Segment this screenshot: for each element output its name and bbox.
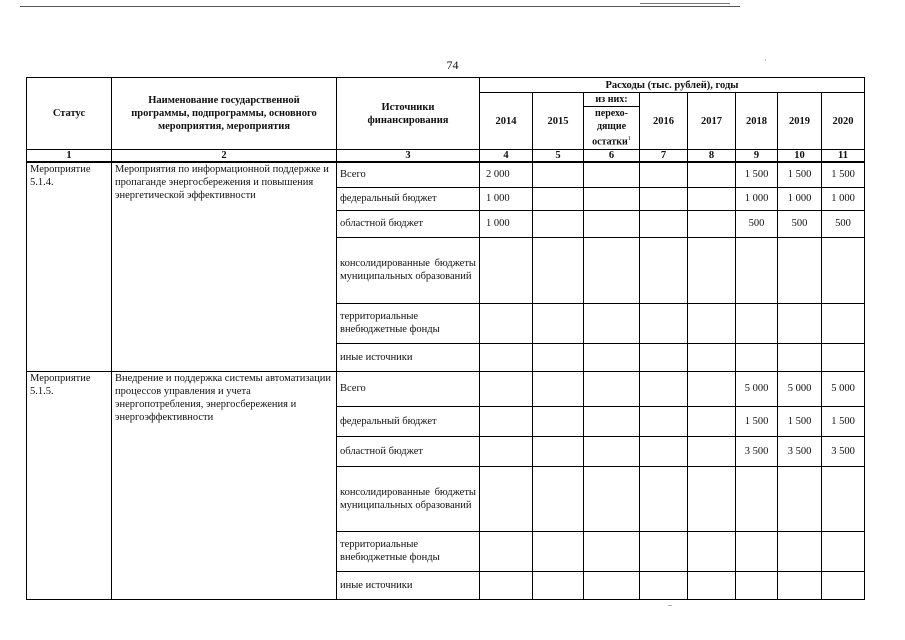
header-name: Наименование государственной программы, подпрограммы, основного мероприятия, мероприятия [112, 78, 337, 150]
amount-cell [480, 531, 533, 571]
amount-cell [584, 343, 640, 371]
amount-cell: 2 000 [480, 162, 533, 187]
amount-cell [533, 343, 584, 371]
amount-cell [533, 571, 584, 599]
amount-cell [822, 571, 865, 599]
amount-cell: 3 500 [736, 436, 778, 466]
amount-cell [584, 210, 640, 237]
amount-cell: 1 000 [778, 187, 822, 210]
amount-cell [533, 466, 584, 531]
column-number: 2 [112, 150, 337, 163]
amount-cell [640, 531, 688, 571]
amount-cell: 3 500 [778, 436, 822, 466]
amount-cell: 500 [736, 210, 778, 237]
amount-cell [688, 371, 736, 406]
header-of-which: из них: [584, 93, 639, 107]
amount-cell [688, 343, 736, 371]
amount-cell: 1 000 [480, 187, 533, 210]
amount-cell [688, 237, 736, 303]
amount-cell [688, 303, 736, 343]
header-year-2015: 2015 [533, 93, 584, 150]
amount-cell [640, 571, 688, 599]
funding-source-cell: областной бюджет [337, 210, 480, 237]
amount-cell [736, 343, 778, 371]
amount-cell [640, 187, 688, 210]
scan-speck: · [764, 56, 767, 65]
column-number: 6 [584, 150, 640, 163]
funding-source-cell: Всего [337, 371, 480, 406]
amount-cell [584, 371, 640, 406]
amount-cell: 5 000 [736, 371, 778, 406]
amount-cell [688, 406, 736, 436]
column-numbers-row [27, 150, 865, 163]
amount-cell [822, 237, 865, 303]
amount-cell [822, 343, 865, 371]
amount-cell [584, 187, 640, 210]
column-number: 3 [337, 150, 480, 163]
amount-cell: 1 000 [480, 210, 533, 237]
amount-cell [688, 436, 736, 466]
header-year-2014: 2014 [480, 93, 533, 150]
amount-cell [640, 237, 688, 303]
funding-source-cell: федеральный бюджет [337, 406, 480, 436]
amount-cell: 500 [778, 210, 822, 237]
column-number: 10 [778, 150, 822, 163]
amount-cell [736, 237, 778, 303]
amount-cell [778, 343, 822, 371]
funding-source-cell: областной бюджет [337, 436, 480, 466]
amount-cell [640, 162, 688, 187]
column-number: 9 [736, 150, 778, 163]
funding-source-cell: иные источники [337, 343, 480, 371]
amount-cell [480, 571, 533, 599]
amount-cell [736, 466, 778, 531]
budget-table [26, 77, 865, 600]
column-number: 11 [822, 150, 865, 163]
amount-cell: 1 000 [736, 187, 778, 210]
amount-cell [533, 187, 584, 210]
amount-cell [640, 436, 688, 466]
amount-cell [584, 406, 640, 436]
amount-cell [533, 406, 584, 436]
amount-cell: 5 000 [778, 371, 822, 406]
table-row [27, 371, 865, 406]
amount-cell [584, 466, 640, 531]
amount-cell [533, 303, 584, 343]
amount-cell [533, 436, 584, 466]
header-year-2017: 2017 [688, 93, 736, 150]
amount-cell [584, 303, 640, 343]
amount-cell [688, 466, 736, 531]
amount-cell [778, 466, 822, 531]
amount-cell [778, 531, 822, 571]
amount-cell [778, 571, 822, 599]
amount-cell: 3 500 [822, 436, 865, 466]
amount-cell [640, 210, 688, 237]
measure-name-cell: Мероприятия по информационной поддержке и пропаганде энергосбережения и повышения энергетической эффективности [112, 162, 337, 371]
top-scan-rule-secondary [640, 3, 730, 4]
funding-source-cell: консолидированные бюджеты муниципальных образований [337, 466, 480, 531]
amount-cell: 1 500 [736, 162, 778, 187]
amount-cell [736, 531, 778, 571]
table-body [27, 162, 865, 599]
amount-cell [480, 466, 533, 531]
amount-cell [584, 237, 640, 303]
column-number: 4 [480, 150, 533, 163]
amount-cell [480, 406, 533, 436]
table-row [27, 162, 865, 187]
column-number: 1 [27, 150, 112, 163]
header-year-2018: 2018 [736, 93, 778, 150]
amount-cell [480, 303, 533, 343]
amount-cell [688, 187, 736, 210]
top-scan-rule [20, 6, 740, 7]
amount-cell [822, 531, 865, 571]
amount-cell [533, 162, 584, 187]
amount-cell [822, 303, 865, 343]
page-number: 74 [446, 58, 459, 72]
amount-cell [584, 531, 640, 571]
amount-cell [480, 237, 533, 303]
status-cell: Мероприятие 5.1.4. [27, 162, 112, 371]
footnote-mark: 1 [627, 136, 631, 143]
amount-cell [736, 571, 778, 599]
header-status: Статус [27, 78, 112, 150]
amount-cell [688, 162, 736, 187]
column-number: 7 [640, 150, 688, 163]
amount-cell [533, 531, 584, 571]
amount-cell [480, 371, 533, 406]
funding-source-cell: федеральный бюджет [337, 187, 480, 210]
header-carryover-cell [584, 93, 640, 150]
amount-cell [584, 571, 640, 599]
amount-cell [640, 406, 688, 436]
scan-speck: – [668, 600, 672, 609]
amount-cell [480, 343, 533, 371]
amount-cell [640, 303, 688, 343]
amount-cell [533, 210, 584, 237]
header-year-2016: 2016 [640, 93, 688, 150]
header-carryover: перехо- дящие остатки [592, 108, 628, 148]
amount-cell: 1 500 [778, 162, 822, 187]
amount-cell [778, 303, 822, 343]
amount-cell: 500 [822, 210, 865, 237]
header-sources: Источники финансирования [337, 78, 480, 150]
column-number: 5 [533, 150, 584, 163]
table-header [27, 78, 865, 163]
amount-cell [822, 466, 865, 531]
column-number: 8 [688, 150, 736, 163]
amount-cell: 5 000 [822, 371, 865, 406]
funding-source-cell: территориальные внебюджетные фонды [337, 531, 480, 571]
amount-cell: 1 500 [736, 406, 778, 436]
amount-cell: 1 500 [778, 406, 822, 436]
status-cell: Мероприятие 5.1.5. [27, 371, 112, 599]
amount-cell: 1 500 [822, 406, 865, 436]
measure-name-cell: Внедрение и поддержка системы автоматизации процессов управления и учета энергопотребления, энергосбережения и энергоэффективности [112, 371, 337, 599]
amount-cell [584, 162, 640, 187]
amount-cell [640, 371, 688, 406]
amount-cell [533, 371, 584, 406]
header-year-2019: 2019 [778, 93, 822, 150]
amount-cell [688, 571, 736, 599]
header-year-2020: 2020 [822, 93, 865, 150]
amount-cell [778, 237, 822, 303]
amount-cell: 1 000 [822, 187, 865, 210]
funding-source-cell: Всего [337, 162, 480, 187]
amount-cell [736, 303, 778, 343]
header-expenses: Расходы (тыс. рублей), годы [480, 78, 865, 93]
amount-cell [533, 237, 584, 303]
amount-cell [584, 436, 640, 466]
amount-cell [480, 436, 533, 466]
amount-cell [688, 210, 736, 237]
amount-cell: 1 500 [822, 162, 865, 187]
amount-cell [688, 531, 736, 571]
funding-source-cell: территориальные внебюджетные фонды [337, 303, 480, 343]
amount-cell [640, 466, 688, 531]
funding-source-cell: иные источники [337, 571, 480, 599]
amount-cell [640, 343, 688, 371]
funding-source-cell: консолидированные бюджеты муниципальных образований [337, 237, 480, 303]
